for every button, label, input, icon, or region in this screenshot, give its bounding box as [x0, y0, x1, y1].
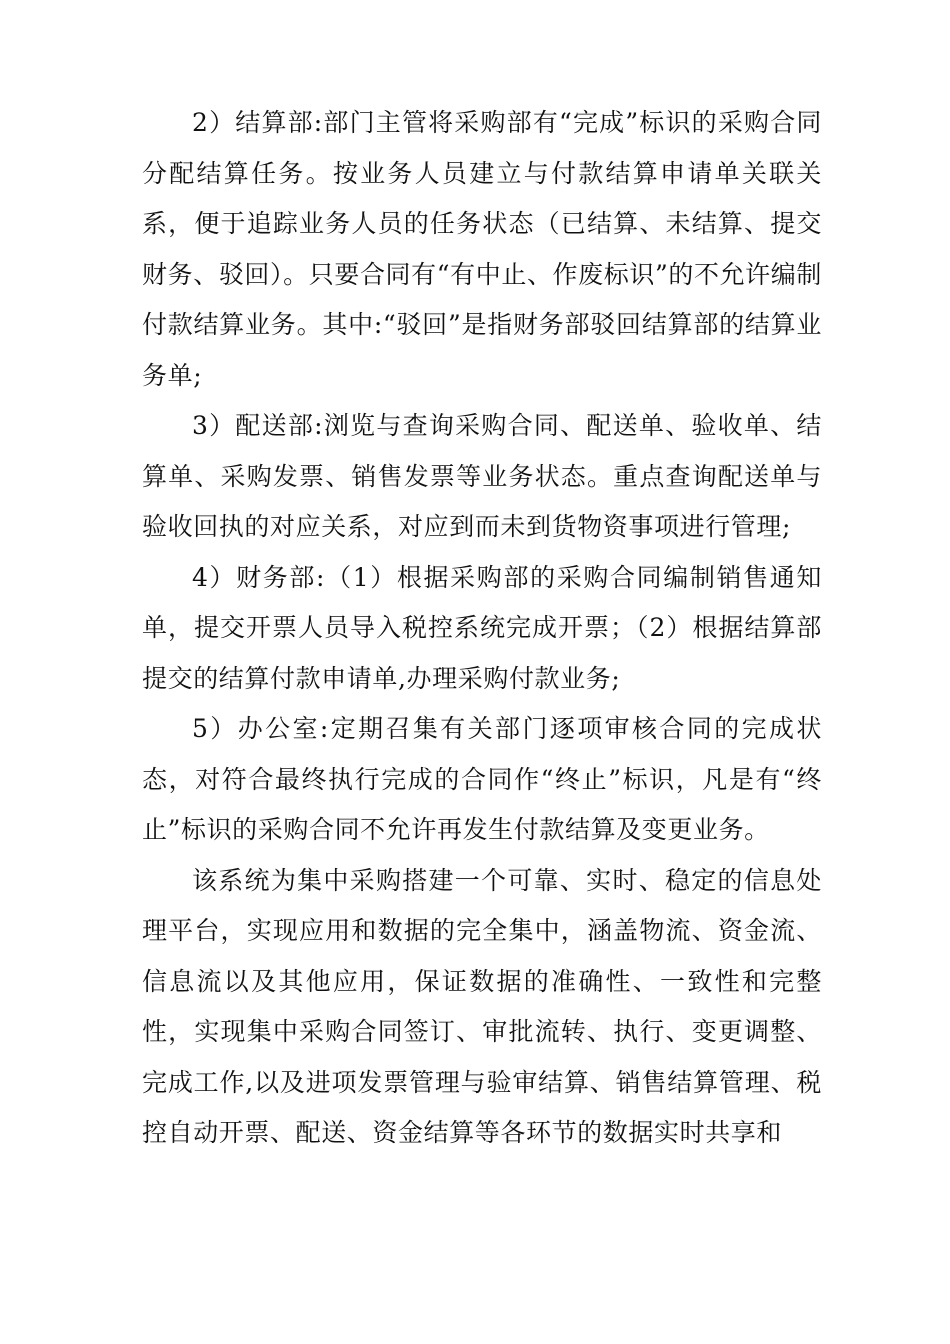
paragraph-system-summary: 该系统为集中采购搭建一个可靠、实时、稳定的信息处理平台，实现应用和数据的完全集中，涵盖物流、资金流、信息流以及其他应用，保证数据的准确性、一致性和完整性，实现集中采购合同签订、审批流转、执行、变更调整、完成工作,以及进项发票管理与验审结算、销售结算管理、税控自动开票、配送、资金结算等各环节的数据实时共享和 — [142, 865, 822, 1147]
paragraph-office: 5）办公室:定期召集有关部门逐项审核合同的完成状态，对符合最终执行完成的合同作“终止”标识，凡是有“终止”标识的采购合同不允许再发生付款结算及变更业务。 — [142, 714, 822, 844]
paragraph-finance-dept: 4）财务部:（1）根据采购部的采购合同编制销售通知单，提交开票人员导入税控系统完成开票；（2）根据结算部提交的结算付款申请单,办理采购付款业务; — [142, 562, 822, 693]
paragraph-settlement-dept: 2）结算部:部门主管将采购部有“完成”标识的采购合同分配结算任务。按业务人员建立与付款结算申请单关联关系，便于追踪业务人员的任务状态（已结算、未结算、提交财务、驳回）。只要合同有“有中止、作废标识”的不允许编制付款结算业务。其中:“驳回”是指财务部驳回结算部的结算业务单; — [142, 108, 822, 390]
paragraph-delivery-dept: 3）配送部:浏览与查询采购合同、配送单、验收单、结算单、采购发票、销售发票等业务状态。重点查询配送单与验收回执的对应关系，对应到而未到货物资事项进行管理; — [142, 411, 822, 541]
document-body — [142, 98, 822, 1159]
